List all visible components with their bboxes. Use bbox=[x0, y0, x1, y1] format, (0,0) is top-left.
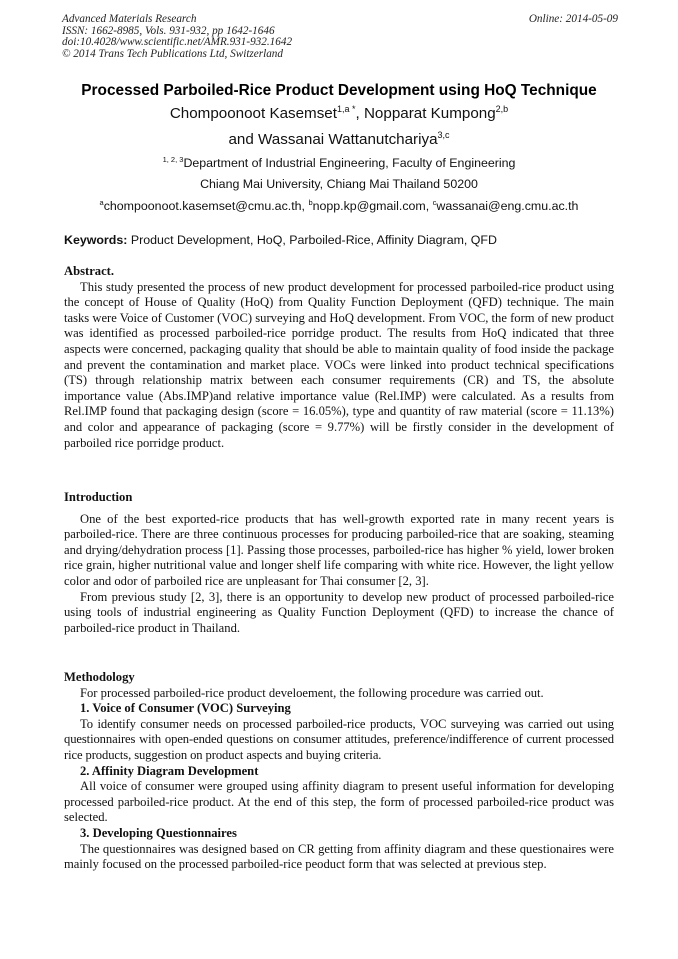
step-3-title: 3. Developing Questionnaires bbox=[80, 825, 237, 840]
journal-name: Advanced Materials Research bbox=[62, 13, 197, 25]
abstract-heading: Abstract. bbox=[64, 264, 115, 278]
online-date: Online: 2014-05-09 bbox=[528, 13, 618, 25]
introduction-paragraph-1: One of the best exported-rice products that has well-growth exported rate in many recent years is parboiled-rice. There are three continuous processes for producing parboiled-rice that are soaking, steaming and drying/dehydration process [1]. Passing those processes, parboiled-rice has higher % yield, lower broken rice grain, higher nutritional value and longer shelf life comparing with white rice. However, the light yellow color and odor of parboiled rice are unpleasant for Thai consumer [2, 3]. bbox=[64, 511, 614, 588]
author-sup: 1,a * bbox=[336, 104, 356, 114]
keywords-line bbox=[64, 233, 616, 247]
abstract-text: This study presented the process of new product development for processed parboiled-rice product using the concept of House of Quality (HoQ) from Quality Function Deployment (QFD) technique. The main tasks were Voice of Customer (VOC) surveying and HoQ development. From VOC, the form of new product was identified as processed parboiled-rice porridge product. The results from HoQ indicated that three aspects were concerned, packaging quality that should be able to maintain quality of food inside the package and prevent the contamination and market place. VOCs were linked into product technical specifications (TS) through relationship matrix between each consumer requirements (CR) and TS, the absolute importance value (Abs.IMP)and relative importance value (Rel.IMP) were calculated. As a results from Rel.IMP found that packaging design (score = 16.05%), type and quantity of raw material (score = 11.13%) and color and appearance of packaging (score = 9.77%) will be firstly consider in the development of parboiled rice porridge product. bbox=[64, 279, 614, 450]
keywords-label: Keywords: bbox=[64, 233, 128, 247]
email-link[interactable]: nopp.kp@gmail.com, bbox=[312, 199, 433, 213]
methodology-intro: For processed parboiled-rice product develoement, the following procedure was carried out. bbox=[80, 685, 544, 700]
authors-line-1 bbox=[40, 104, 638, 122]
methodology-section bbox=[64, 670, 614, 873]
copyright-line: © 2014 Trans Tech Publications Ltd, Switzerland bbox=[62, 47, 283, 60]
affiliation-dept bbox=[40, 155, 638, 170]
author-sup: 3,c bbox=[437, 130, 450, 140]
methodology-heading: Methodology bbox=[64, 670, 135, 684]
email-link[interactable]: chompoonoot.kasemset@cmu.ac.th, bbox=[103, 199, 309, 213]
author-name: Wassanai Wattanutchariya bbox=[258, 131, 438, 148]
step-1-title: 1. Voice of Consumer (VOC) Surveying bbox=[80, 701, 291, 716]
author-conjunction: and bbox=[228, 131, 259, 148]
email-link[interactable]: wassanai@eng.cmu.ac.th bbox=[436, 199, 579, 213]
issn-line: ISSN: 1662-8985, Vols. 931-932, pp 1642-1646 bbox=[62, 24, 275, 37]
author-sup: 2,b bbox=[495, 104, 509, 114]
affiliation-dept-text: Department of Industrial Engineering, Faculty of Engineering bbox=[183, 156, 516, 170]
affiliation-sup: 1, 2, 3 bbox=[162, 155, 184, 164]
author-name: Chompoonoot Kasemset bbox=[169, 105, 337, 122]
paper-title: Processed Parboiled-Rice Product Development using HoQ Technique bbox=[81, 82, 597, 99]
email-sup: c bbox=[432, 198, 437, 207]
doi-line[interactable]: doi:10.4028/www.scientific.net/AMR.931-932.1642 bbox=[62, 36, 293, 49]
authors-line-2 bbox=[40, 130, 638, 148]
affiliation-university: Chiang Mai University, Chiang Mai Thailand 50200 bbox=[200, 177, 478, 191]
step-3-text: The questionnaires was designed based on CR getting from affinity diagram and these questionaires were mainly focused on the processed parboiled-rice peoduct form that was selected at previous step. bbox=[64, 841, 614, 872]
introduction-heading: Introduction bbox=[64, 490, 133, 504]
journal-header bbox=[62, 14, 618, 60]
email-sup: b bbox=[308, 198, 313, 207]
introduction-section bbox=[64, 490, 614, 636]
keywords-text: Product Development, HoQ, Parboiled-Rice, Affinity Diagram, QFD bbox=[130, 233, 497, 247]
introduction-paragraph-2: From previous study [2, 3], there is an opportunity to develop new product of processed parboiled-rice using tools of industrial engineering as Quality Function Deployment (QFD) to increase the chance of parboiled-rice product in Thailand. bbox=[64, 589, 614, 635]
affiliation-emails bbox=[40, 198, 638, 213]
email-sup: a bbox=[99, 198, 104, 207]
step-2-title: 2. Affinity Diagram Development bbox=[80, 763, 259, 778]
author-name: Nopparat Kumpong bbox=[363, 105, 496, 122]
abstract-section bbox=[64, 264, 614, 451]
step-2-text: All voice of consumer were grouped using affinity diagram to present useful information for developing processed parboiled-rice product. At the end of this step, the form of processed parboiled-rice product was selected. bbox=[64, 779, 614, 825]
author-separator: , bbox=[355, 105, 364, 122]
step-1-text: To identify consumer needs on processed parboiled-rice products, VOC surveying was carried out using questionnaires with open-ended questions on consumer attitudes, preference/indifference of current processed rice products, suggestion on product aspects and buying criteria. bbox=[64, 716, 614, 762]
